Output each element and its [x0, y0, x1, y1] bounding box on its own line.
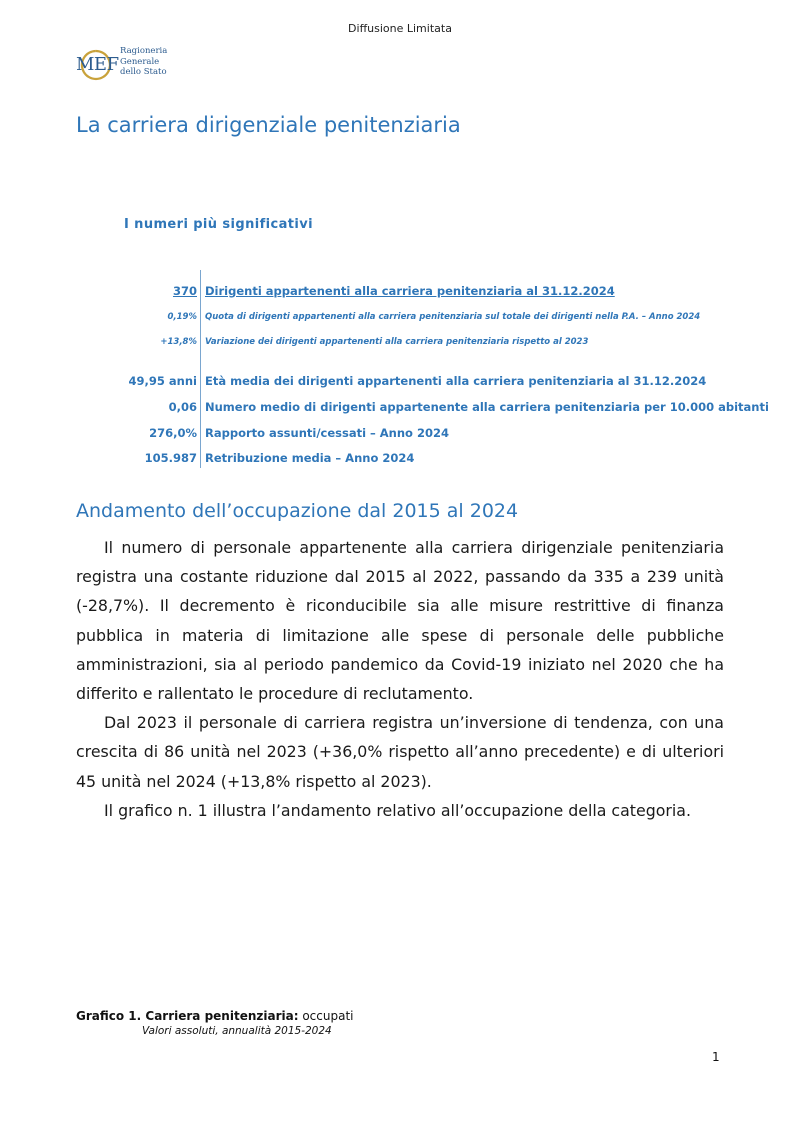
section-body [76, 533, 724, 825]
kpi-heading: I numeri più significativi [124, 217, 313, 232]
logo-line-3: dello Stato [120, 67, 167, 77]
kpi-value: 49,95 anni [128, 374, 197, 388]
page-title: La carriera dirigenziale penitenziaria [76, 113, 461, 137]
kpi-label: Variazione dei dirigenti appartenenti alla carriera penitenziaria rispetto al 2023 [205, 337, 589, 347]
chart-caption-suffix: occupati [298, 1009, 354, 1023]
logo-line-1: Ragioneria [120, 46, 168, 56]
logo-brand: MEF [76, 54, 119, 75]
section-title: Andamento dell’occupazione dal 2015 al 2024 [76, 500, 519, 522]
kpi-value: 105.987 [144, 451, 197, 465]
chart-caption-label: Grafico 1 [76, 1009, 137, 1023]
paragraph: Dal 2023 il personale di carriera registra un’inversione di tendenza, con una crescita di 86 unità nel 2023 (+36,0% rispetto all’anno precedente) e di ulteriori 45 unità nel 2024 (+13,8% rispetto al 2023). [76, 713, 724, 791]
kpi-value: 370 [172, 284, 197, 298]
chart-caption [76, 1009, 353, 1023]
chart-caption-title: . Carriera penitenziaria: [136, 1009, 299, 1023]
kpi-value: +13,8% [160, 337, 197, 347]
kpi-label: Età media dei dirigenti appartenenti alla carriera penitenziaria al 31.12.2024 [205, 374, 707, 388]
kpi-label: Rapporto assunti/cessati – Anno 2024 [205, 426, 449, 440]
kpi-value: 0,06 [168, 400, 197, 414]
logo-line-2: Generale [120, 56, 160, 67]
chart-subcaption: Valori assoluti, annualità 2015-2024 [142, 1025, 332, 1037]
kpi-label: Numero medio di dirigenti appartenente alla carriera penitenziaria per 10.000 abitanti [205, 400, 769, 414]
paragraph: Il grafico n. 1 illustra l’andamento relativo all’occupazione della categoria. [104, 800, 691, 820]
kpi-value: 276,0% [149, 426, 197, 440]
kpi-label: Dirigenti appartenenti alla carriera penitenziaria al 31.12.2024 [205, 284, 615, 298]
paragraph: Il numero di personale appartenente alla carriera dirigenziale penitenziaria registra una costante riduzione dal 2015 al 2022, passando da 335 a 239 unità (-28,7%). Il decremento è riconducibile sia alle misure restrittive di finanza pubblica in materia di limitazione alle spese di personale delle pubbliche amministrazioni, sia al periodo pandemico da Covid-19 iniziato nel 2020 che ha differito e rallentato le procedure di reclutamento. [76, 538, 724, 704]
document-classification: Diffusione Limitata [348, 22, 452, 35]
kpi-label: Retribuzione media – Anno 2024 [205, 451, 415, 465]
mef-logo [76, 44, 176, 84]
kpi-divider [200, 270, 201, 468]
logo-text [120, 46, 167, 78]
kpi-value: 0,19% [167, 312, 197, 322]
kpi-label: Quota di dirigenti appartenenti alla carriera penitenziaria sul totale dei dirigenti nella P.A. – Anno 2024 [205, 312, 701, 322]
page-number: 1 [712, 1050, 720, 1064]
